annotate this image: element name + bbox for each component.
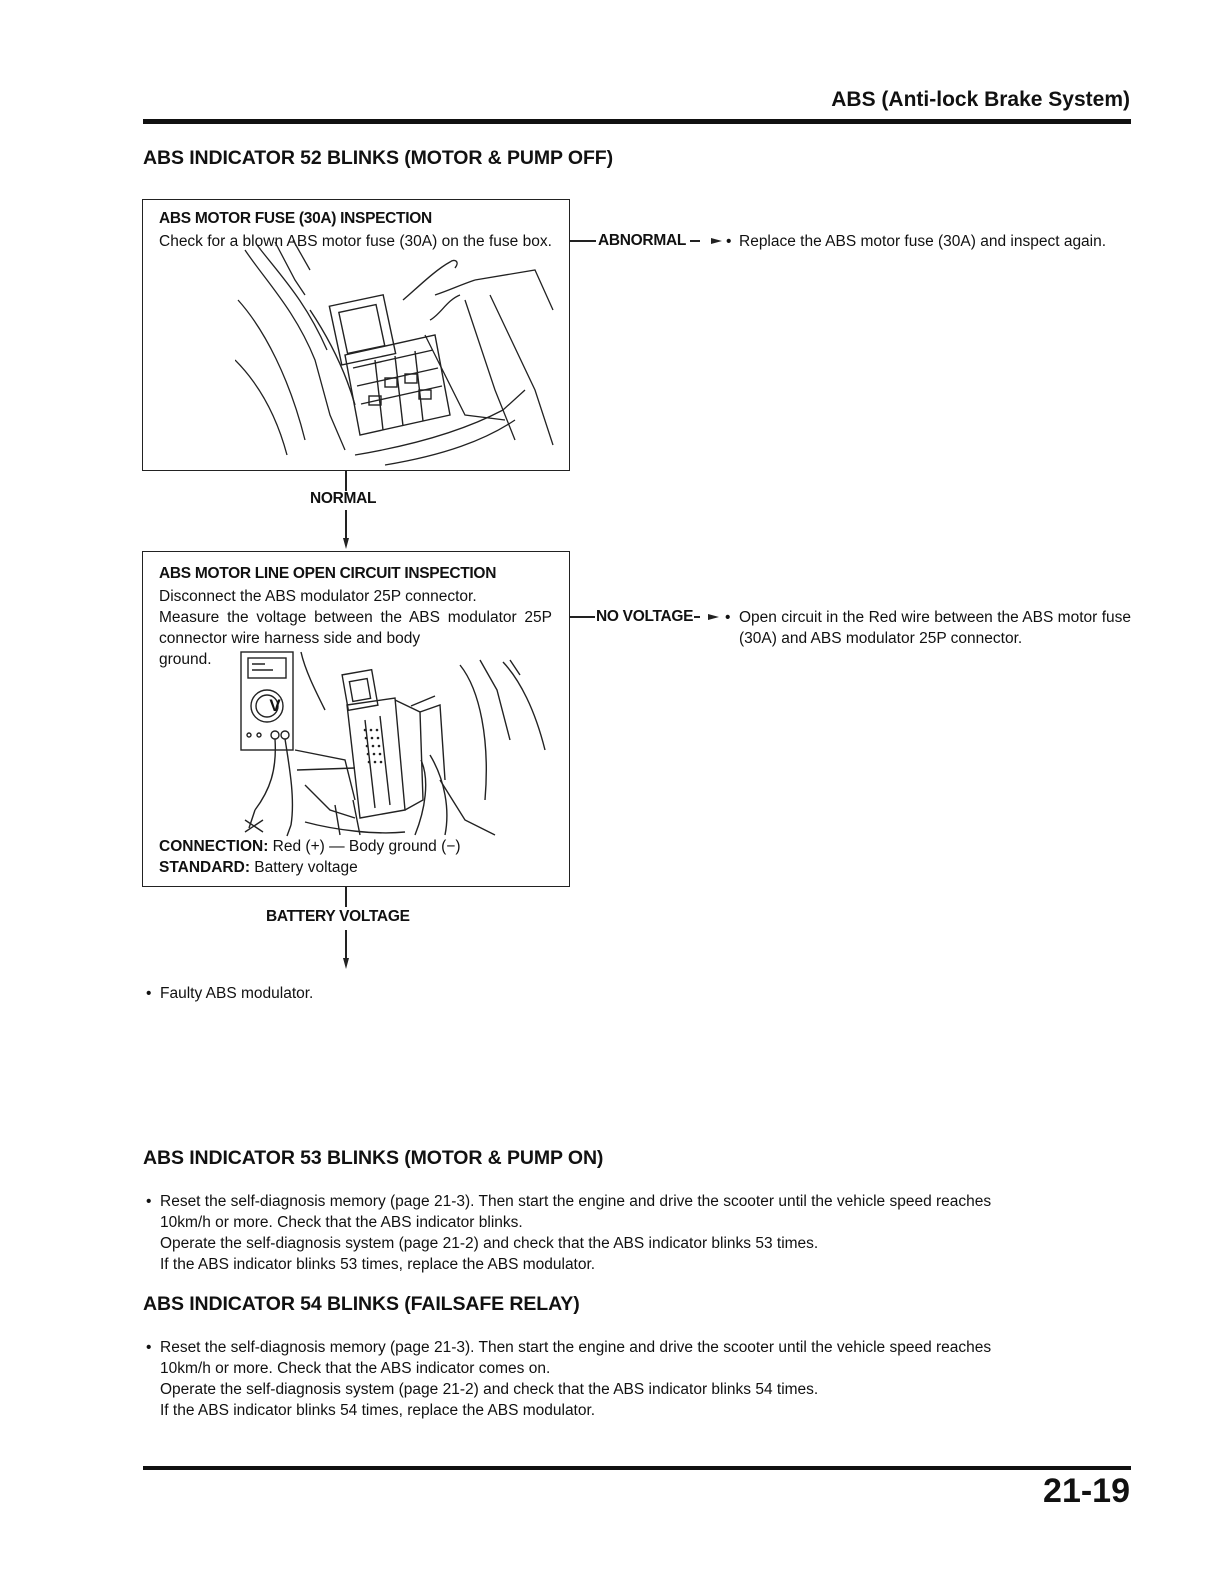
connection-value: Red (+) — Body ground (−) [272,838,461,855]
standard-line [159,857,358,878]
novoltage-label: NO VOLTAGE [596,608,694,625]
s54-line4: If the ABS indicator blinks 54 times, replace the ABS modulator. [160,1402,596,1419]
battery-arrow [343,958,349,969]
abnormal-arrow [711,238,722,244]
open-circuit-title: ABS MOTOR LINE OPEN CIRCUIT INSPECTION [159,565,497,582]
fuse-inspection-text: Check for a blown ABS motor fuse (30A) on the fuse box. [159,233,552,250]
s54-bullet: • [146,1339,152,1356]
s54-line3: Operate the self-diagnosis system (page 21-2) and check that the ABS indicator blinks 54 times. [160,1381,819,1398]
footer-rule [143,1466,1131,1470]
section-title: ABS (Anti-lock Brake System) [831,88,1130,111]
s53-line1: • Reset the self-diagnosis memory (page 21-3). Then start the engine and drive the scooter until the vehicle speed reaches [146,1193,992,1210]
battery-line-bottom [345,930,347,960]
open-circuit-box [142,551,570,887]
header-rule [143,119,1131,124]
final-result: • Faulty ABS modulator. [146,985,314,1002]
normal-line-top [345,471,347,491]
s53-line4: If the ABS indicator blinks 53 times, replace the ABS modulator. [160,1256,596,1273]
fuse-inspection-box [142,199,570,471]
heading-54: ABS INDICATOR 54 BLINKS (FAILSAFE RELAY) [143,1293,580,1315]
battery-line-top [345,887,347,907]
abnormal-connector [570,240,596,242]
novoltage-arrow [708,614,719,620]
novoltage-dash [694,616,700,618]
normal-label: NORMAL [310,490,377,507]
novoltage-bullet: • [725,609,731,626]
fuse-box-illustration [235,240,555,468]
abnormal-dash [690,240,700,242]
s53-line3: Operate the self-diagnosis system (page 21-2) and check that the ABS indicator blinks 53 times. [160,1235,819,1252]
page-number: 21-19 [1043,1472,1130,1510]
connection-line [159,836,460,857]
standard-label: STANDARD: [159,859,250,876]
voltmeter-illustration [235,650,555,840]
s53-bullet: • [146,1193,152,1210]
open-circuit-line3: ground. [159,651,212,668]
abnormal-result: Replace the ABS motor fuse (30A) and inspect again. [739,233,1107,250]
heading-53: ABS INDICATOR 53 BLINKS (MOTOR & PUMP ON) [143,1147,604,1169]
voltmeter-symbol: V [269,696,281,715]
connection-label: CONNECTION: [159,838,269,855]
normal-arrow [343,538,349,549]
battery-voltage-label: BATTERY VOLTAGE [266,908,410,925]
s53-line2: 10km/h or more. Check that the ABS indicator blinks. [160,1214,523,1231]
standard-value: Battery voltage [254,859,358,876]
abnormal-label: ABNORMAL [598,232,687,249]
open-circuit-line2: Measure the voltage between the ABS modulator 25P connector wire harness side and body [159,609,552,647]
novoltage-result: Open circuit in the Red wire between the ABS motor fuse (30A) and ABS modulator 25P connector. [739,609,1131,647]
fuse-inspection-title: ABS MOTOR FUSE (30A) INSPECTION [159,210,432,227]
s54-line1: • Reset the self-diagnosis memory (page 21-3). Then start the engine and drive the scooter until the vehicle speed reaches [146,1339,992,1356]
abnormal-bullet: • [726,233,732,250]
heading-52: ABS INDICATOR 52 BLINKS (MOTOR & PUMP OFF) [143,147,613,169]
novoltage-connector [570,616,595,618]
final-bullet: • [146,985,152,1002]
open-circuit-line1: Disconnect the ABS modulator 25P connector. [159,588,477,605]
normal-line-bottom [345,510,347,540]
s54-line2: 10km/h or more. Check that the ABS indicator comes on. [160,1360,551,1377]
